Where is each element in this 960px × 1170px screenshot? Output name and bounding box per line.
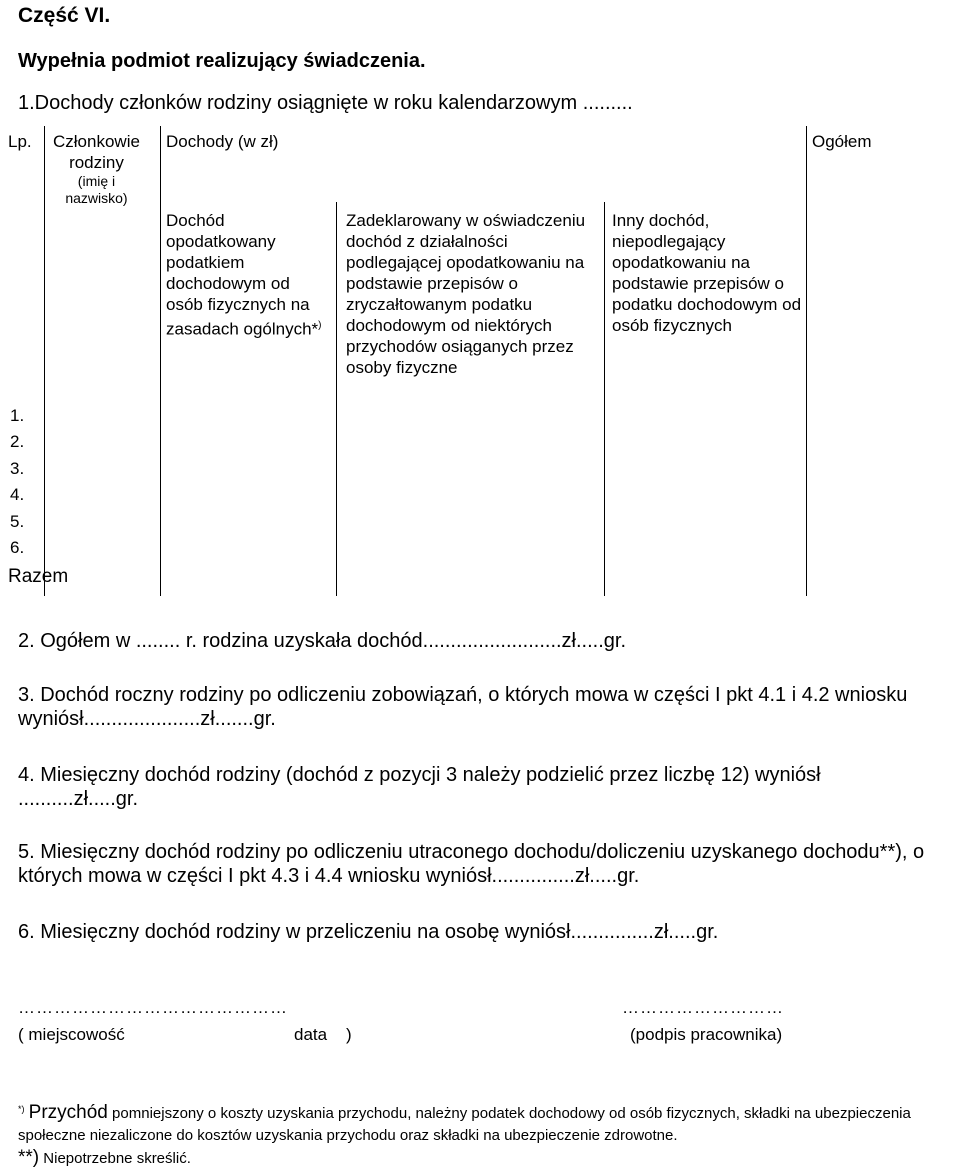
members-header-line: nazwisko) <box>65 190 128 206</box>
signature-dotted-line: ……………………… <box>622 998 784 1017</box>
column-income-header: Dochody (w zł) <box>166 132 279 151</box>
table-row-number: 2. <box>10 432 25 451</box>
section-3: 3. Dochód roczny rodziny po odliczeniu zobowiązań, o których mowa w części I pkt 4.1 i 4.2 wniosku wyniósł.....................zł.......gr. <box>18 684 908 730</box>
footnote-1-mark: *) <box>18 1104 25 1114</box>
column-lp-header: Lp. <box>8 132 32 151</box>
footnote-2 <box>18 1147 948 1170</box>
table-row-number: 5. <box>10 512 25 531</box>
place-date-close-paren: ) <box>346 1025 352 1044</box>
signature-label: (podpis pracownika) <box>630 1025 783 1044</box>
table-divider <box>336 202 337 596</box>
footnote-2-mark: **) <box>18 1147 40 1168</box>
subcolumn-taxed-income-text: Dochód opodatkowany podatkiem dochodowym od osób fizycznych na zasadach ogólnych* <box>166 211 319 339</box>
table-row-number: 3. <box>10 459 25 478</box>
subcolumn-taxed-income <box>166 210 326 340</box>
table-divider <box>806 126 807 596</box>
table-divider <box>44 126 45 596</box>
footnote-1 <box>18 1098 948 1147</box>
place-date-dotted-line: ……………………………………… <box>18 998 288 1017</box>
table-row-number: 1. <box>10 406 25 425</box>
footnotes <box>18 1098 948 1170</box>
footnote-1-lead: Przychód <box>28 1102 108 1123</box>
footnote-mark: ) <box>318 320 322 331</box>
table-total-row-label: Razem <box>8 566 69 587</box>
footnote-1-text: pomniejszony o koszty uzyskania przychodu, należny podatek dochodowy od osób fizycznych, składki na ubezpieczenia społeczne niezaliczone do kosztów uzyskania przychodu oraz składki na ubezpieczenie zdrowotne. <box>18 1105 911 1144</box>
date-label: data <box>294 1025 328 1044</box>
table-row-number: 4. <box>10 485 25 504</box>
footnote-2-text: Niepotrzebne skreślić. <box>43 1150 191 1167</box>
table-divider <box>160 126 161 596</box>
income-table <box>0 126 960 596</box>
place-label: ( miejscowość <box>18 1025 125 1044</box>
members-header-line: (imię i <box>77 173 116 189</box>
subcolumn-other-income: Inny dochód, niepodlegający opodatkowaniu na podstawie przepisów o podatku dochodowym od osób fizycznych <box>612 211 802 335</box>
column-members-header <box>53 131 140 207</box>
members-header-line: Członkowie <box>53 132 140 151</box>
subcolumn-flat-tax-income: Zadeklarowany w oświadczeniu dochód z działalności podlegającej opodatkowaniu na podstawie przepisów o zryczałtowanym podatku dochodowym od niektórych przychodów osiąganych przez osoby fizyczne <box>346 211 586 377</box>
section-1-heading: 1.Dochody członków rodziny osiągnięte w roku kalendarzowym ......... <box>18 92 633 114</box>
table-row-number: 6. <box>10 538 25 557</box>
section-6: 6. Miesięczny dochód rodziny w przeliczeniu na osobę wyniósł...............zł.....gr. <box>18 921 719 943</box>
fill-by-heading: Wypełnia podmiot realizujący świadczenia. <box>18 50 426 72</box>
table-divider <box>604 202 605 596</box>
section-2: 2. Ogółem w ........ r. rodzina uzyskała dochód.........................zł.....gr. <box>18 630 627 652</box>
column-total-header: Ogółem <box>812 132 872 151</box>
section-5: 5. Miesięczny dochód rodziny po odliczeniu utraconego dochodu/doliczeniu uzyskanego dochodu**), o których mowa w części I pkt 4.3 i 4.4 wniosku wyniósł...............zł.....gr. <box>18 841 925 887</box>
section-4: 4. Miesięczny dochód rodziny (dochód z pozycji 3 należy podzielić przez liczbę 12) wyniósł ..........zł.....gr. <box>18 764 821 810</box>
members-header-line: rodziny <box>69 153 124 172</box>
part-title: Część VI. <box>18 4 111 27</box>
